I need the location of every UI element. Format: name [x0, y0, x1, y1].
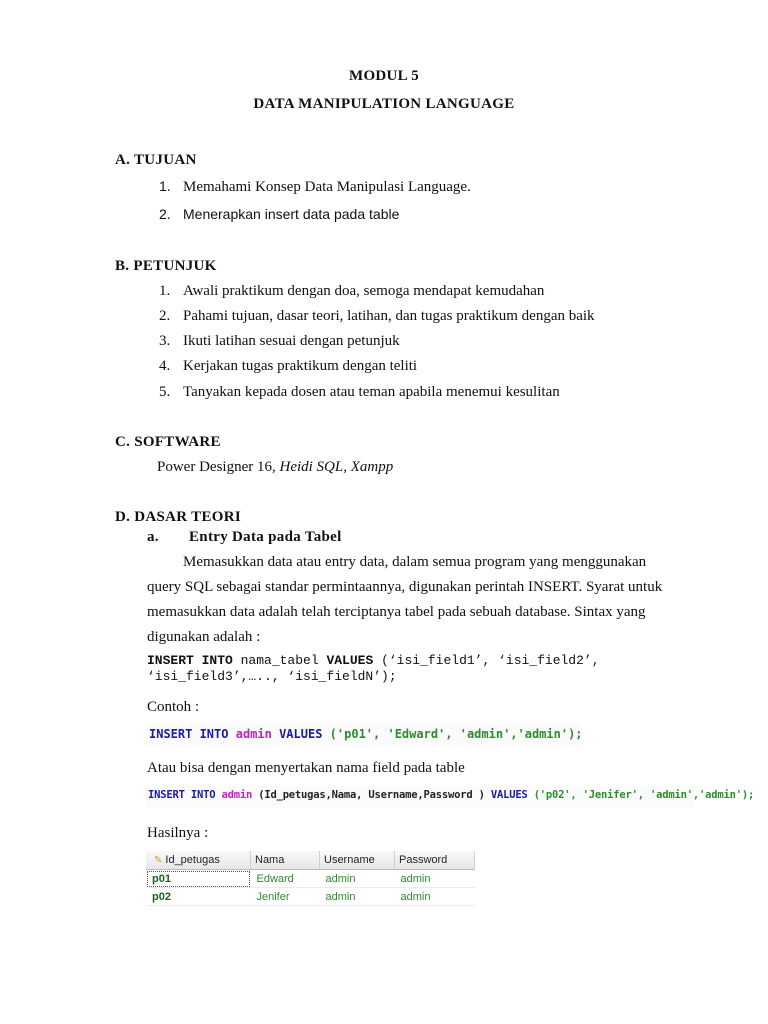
list-text: Ikuti latihan sesuai dengan petunjuk — [183, 333, 400, 349]
table-cell[interactable]: Jenifer — [251, 888, 320, 906]
table-cell[interactable]: admin — [395, 888, 475, 906]
alt-label: Atau bisa dengan menyertakan nama field pada table — [147, 760, 465, 776]
table-cell[interactable]: Edward — [251, 870, 320, 888]
section-c-heading: C. SOFTWARE — [115, 434, 221, 450]
list-text: Kerjakan tugas praktikum dengan teliti — [183, 358, 418, 374]
list-text: Awali praktikum dengan doa, semoga mendapat kemudahan — [183, 283, 545, 299]
list-text: Tanyakan kepada dosen atau teman apabila menemui kesulitan — [183, 384, 560, 400]
sql-keyword: VALUES — [490, 789, 528, 801]
example-code-2 — [146, 786, 755, 808]
sql-values: ('p02', 'Jenifer', 'admin','admin'); — [533, 789, 755, 801]
subsection-text: Entry Data pada Tabel — [189, 529, 342, 545]
sql-keyword: VALUES — [326, 653, 374, 668]
column-label: Nama — [255, 854, 285, 866]
list-number: 5. — [159, 384, 171, 400]
table-cell[interactable]: p01 — [146, 870, 251, 888]
section-d-heading: D. DASAR TEORI — [115, 509, 242, 525]
table-row[interactable] — [146, 870, 475, 888]
list-text: Memahami Konsep Data Manipulasi Language. — [183, 179, 471, 195]
key-icon: ✎ — [154, 855, 163, 866]
syntax-table: nama_tabel — [232, 653, 327, 668]
paragraph-line: Memasukkan data atau entry data, dalam semua program yang menggunakan — [183, 554, 647, 570]
sql-table-name: admin — [221, 789, 253, 801]
module-subtitle: DATA MANIPULATION LANGUAGE — [253, 96, 515, 112]
list-item — [159, 178, 471, 196]
table-header-row — [146, 851, 475, 870]
list-number: 2. — [159, 308, 171, 324]
paragraph-line: memasukkan data adalah telah terciptanya tabel pada sebuah database. Sintax yang — [147, 604, 646, 620]
syntax-values: (‘isi_field1’, ‘isi_field2’, — [373, 653, 600, 668]
list-item — [159, 333, 400, 350]
software-list — [157, 459, 393, 476]
sql-keyword: INSERT INTO — [149, 727, 229, 741]
paragraph-line: query SQL sebagai standar permintaannya, digunakan perintah INSERT. Syarat untuk — [147, 579, 663, 595]
module-title: MODUL 5 — [348, 68, 420, 84]
section-b-heading: B. PETUNJUK — [115, 258, 217, 274]
column-header[interactable] — [320, 851, 395, 870]
example-code-1 — [146, 723, 582, 747]
list-number: 1. — [159, 178, 171, 194]
column-header[interactable] — [395, 851, 475, 870]
list-item — [159, 206, 399, 222]
contoh-label: Contoh : — [147, 699, 200, 715]
table-cell[interactable]: p02 — [146, 888, 251, 906]
table-cell[interactable]: admin — [320, 870, 395, 888]
column-label: Id_petugas — [165, 854, 220, 866]
list-item — [159, 308, 595, 325]
software-italic: Heidi SQL, Xampp — [279, 459, 394, 475]
column-label: Password — [399, 854, 448, 866]
subsection-number: a. — [147, 529, 159, 545]
list-text: Menerapkan insert data pada table — [183, 206, 400, 222]
table-row[interactable] — [146, 888, 475, 906]
table-cell[interactable]: admin — [395, 870, 475, 888]
result-table — [146, 851, 475, 906]
paragraph-line: digunakan adalah : — [147, 629, 261, 645]
column-header[interactable] — [251, 851, 320, 870]
sql-fields: (Id_petugas,Nama, Username,Password ) — [258, 789, 485, 801]
list-item — [159, 283, 544, 300]
sql-values: ('p01', 'Edward', 'admin','admin'); — [329, 727, 583, 741]
list-item — [159, 358, 417, 375]
sql-keyword: INSERT INTO — [147, 653, 233, 668]
hasil-label: Hasilnya : — [147, 825, 209, 841]
section-a-heading: A. TUJUAN — [115, 152, 197, 168]
sql-keyword: INSERT INTO — [148, 789, 216, 801]
list-item — [159, 384, 560, 401]
sql-keyword: VALUES — [279, 727, 323, 741]
list-number: 2. — [159, 206, 171, 222]
table-cell[interactable]: admin — [320, 888, 395, 906]
sql-table-name: admin — [235, 727, 272, 741]
subsection-title — [147, 529, 342, 546]
syntax-line-2: ‘isi_field3’,….., ‘isi_fieldN’); — [147, 669, 397, 684]
column-label: Username — [324, 854, 375, 866]
syntax-line-1 — [147, 653, 600, 668]
list-number: 3. — [159, 333, 171, 349]
list-text: Pahami tujuan, dasar teori, latihan, dan tugas praktikum dengan baik — [183, 308, 595, 324]
list-number: 4. — [159, 358, 171, 374]
column-header[interactable] — [146, 851, 251, 870]
software-plain: Power Designer 16, — [157, 459, 280, 475]
list-number: 1. — [159, 283, 171, 299]
